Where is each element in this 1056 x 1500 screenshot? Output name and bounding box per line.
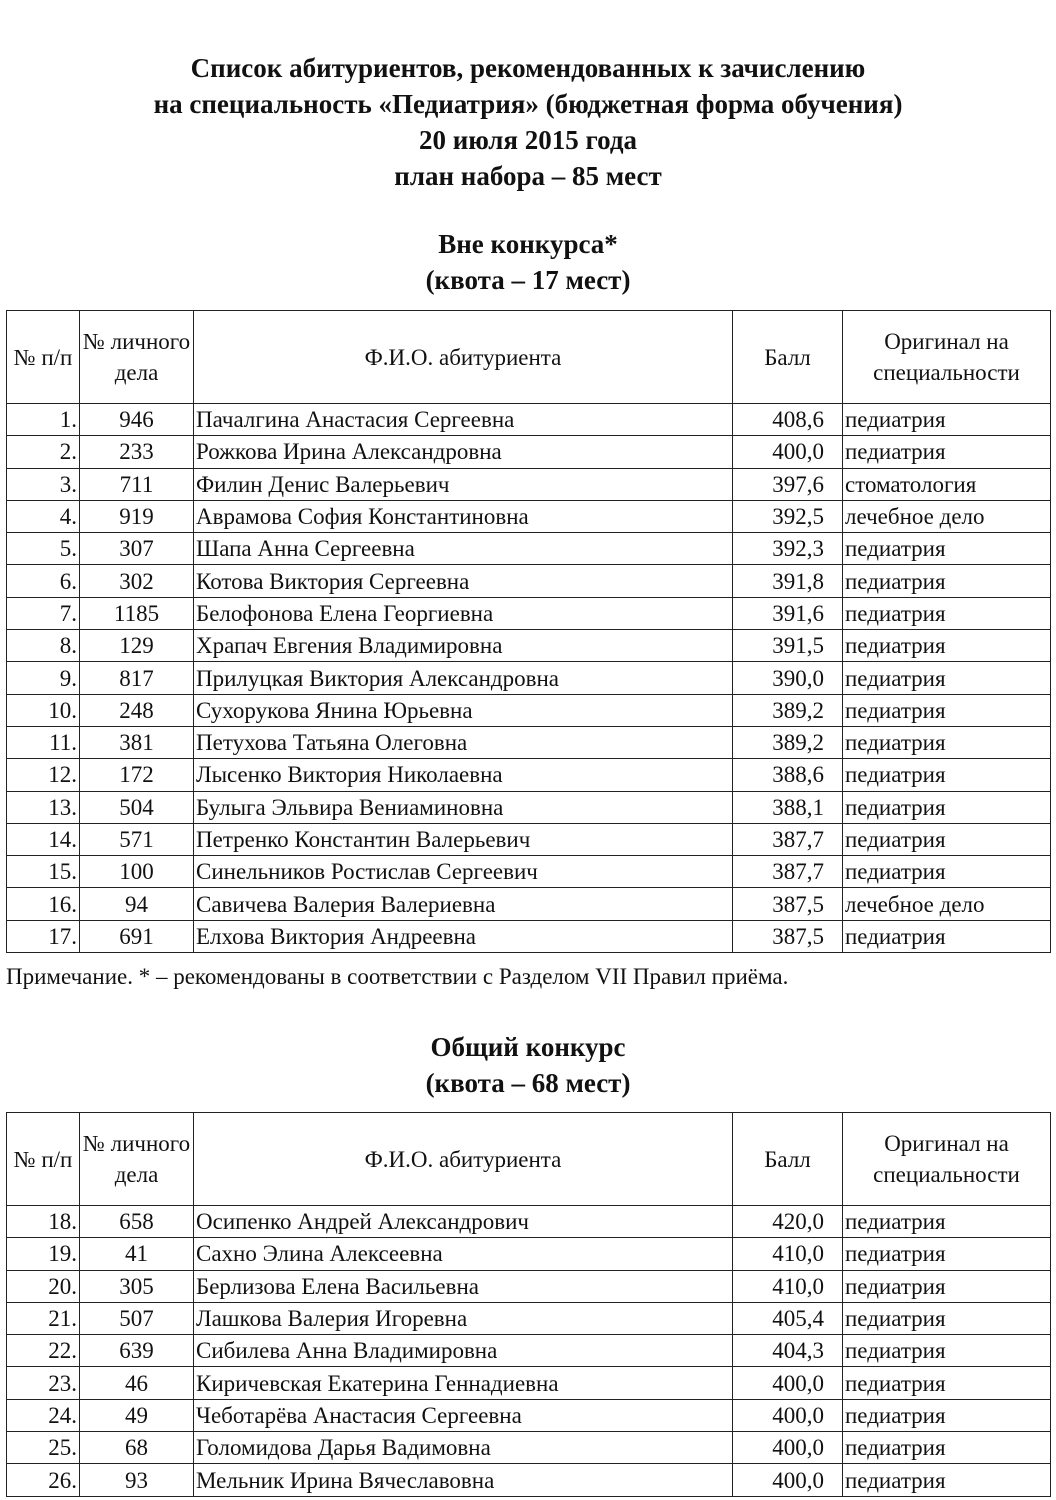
original-specialty: педиатрия [843, 1464, 1051, 1496]
row-number: 26. [7, 1464, 80, 1496]
section2-heading-block [0, 1029, 1056, 1101]
original-specialty: педиатрия [843, 791, 1051, 823]
original-specialty: педиатрия [843, 694, 1051, 726]
table-row [7, 500, 1051, 532]
case-number: 172 [80, 759, 194, 791]
case-number: 233 [80, 436, 194, 468]
score: 387,5 [733, 920, 843, 952]
row-number: 11. [7, 726, 80, 758]
applicant-name: Синельников Ростислав Сергеевич [194, 856, 733, 888]
case-number: 817 [80, 662, 194, 694]
table-row [7, 1367, 1051, 1399]
original-specialty: стоматология [843, 468, 1051, 500]
applicant-name: Савичева Валерия Валериевна [194, 888, 733, 920]
applicant-name: Берлизова Елена Васильевна [194, 1270, 733, 1302]
table-row [7, 1302, 1051, 1334]
original-specialty: педиатрия [843, 823, 1051, 855]
row-number: 23. [7, 1367, 80, 1399]
row-number: 4. [7, 500, 80, 532]
row-number: 22. [7, 1335, 80, 1367]
section2-quota: (квота – 68 мест) [425, 1068, 631, 1098]
applicant-name: Белофонова Елена Георгиевна [194, 597, 733, 629]
case-number: 93 [80, 1464, 194, 1496]
case-number: 658 [80, 1206, 194, 1238]
score: 400,0 [733, 1367, 843, 1399]
original-specialty: педиатрия [843, 726, 1051, 758]
score: 404,3 [733, 1335, 843, 1367]
applicant-name: Сухорукова Янина Юрьевна [194, 694, 733, 726]
section2-table [6, 1112, 1051, 1497]
original-specialty: лечебное дело [843, 500, 1051, 532]
applicant-name: Прилуцкая Виктория Александровна [194, 662, 733, 694]
applicant-name: Лысенко Виктория Николаевна [194, 759, 733, 791]
table-row [7, 1206, 1051, 1238]
header-case: № личного дела [80, 1113, 194, 1206]
section1-table [6, 310, 1051, 953]
applicant-name: Филин Денис Валерьевич [194, 468, 733, 500]
original-specialty: педиатрия [843, 565, 1051, 597]
score: 408,6 [733, 404, 843, 436]
score: 387,7 [733, 856, 843, 888]
score: 400,0 [733, 1399, 843, 1431]
row-number: 14. [7, 823, 80, 855]
header-fio: Ф.И.О. абитуриента [194, 1113, 733, 1206]
row-number: 17. [7, 920, 80, 952]
score: 391,6 [733, 597, 843, 629]
table-header-row [7, 311, 1051, 404]
applicant-name: Чеботарёва Анастасия Сергеевна [194, 1399, 733, 1431]
table-row [7, 1238, 1051, 1270]
score: 392,3 [733, 533, 843, 565]
applicant-name: Мельник Ирина Вячеславовна [194, 1464, 733, 1496]
case-number: 691 [80, 920, 194, 952]
row-number: 19. [7, 1238, 80, 1270]
score: 420,0 [733, 1206, 843, 1238]
case-number: 571 [80, 823, 194, 855]
section1-quota: (квота – 17 мест) [425, 265, 631, 295]
applicant-name: Шапа Анна Сергеевна [194, 533, 733, 565]
applicant-name: Сахно Элина Алексеевна [194, 1238, 733, 1270]
title-line-2: на специальность «Педиатрия» (бюджетная форма обучения) [153, 89, 903, 119]
section2-rows [7, 1206, 1051, 1497]
applicant-name: Петренко Константин Валерьевич [194, 823, 733, 855]
original-specialty: педиатрия [843, 436, 1051, 468]
row-number: 25. [7, 1432, 80, 1464]
table-row [7, 533, 1051, 565]
applicant-name: Лашкова Валерия Игоревна [194, 1302, 733, 1334]
table-row [7, 759, 1051, 791]
case-number: 94 [80, 888, 194, 920]
row-number: 20. [7, 1270, 80, 1302]
score: 389,2 [733, 726, 843, 758]
case-number: 305 [80, 1270, 194, 1302]
original-specialty: педиатрия [843, 1270, 1051, 1302]
original-specialty: педиатрия [843, 1432, 1051, 1464]
score: 388,1 [733, 791, 843, 823]
original-specialty: педиатрия [843, 662, 1051, 694]
case-number: 1185 [80, 597, 194, 629]
original-specialty: педиатрия [843, 1367, 1051, 1399]
row-number: 24. [7, 1399, 80, 1431]
case-number: 946 [80, 404, 194, 436]
table-row [7, 1464, 1051, 1496]
applicant-name: Голомидова Дарья Вадимовна [194, 1432, 733, 1464]
applicant-name: Сибилева Анна Владимировна [194, 1335, 733, 1367]
header-num: № п/п [7, 311, 80, 404]
section2-heading: Общий конкурс [430, 1032, 626, 1062]
table-row [7, 823, 1051, 855]
score: 389,2 [733, 694, 843, 726]
section1-heading: Вне конкурса* [438, 229, 618, 259]
score: 391,8 [733, 565, 843, 597]
section1-rows [7, 404, 1051, 953]
score: 390,0 [733, 662, 843, 694]
row-number: 16. [7, 888, 80, 920]
score: 400,0 [733, 436, 843, 468]
original-specialty: педиатрия [843, 630, 1051, 662]
header-case: № личного дела [80, 311, 194, 404]
row-number: 2. [7, 436, 80, 468]
applicant-name: Елхова Виктория Андреевна [194, 920, 733, 952]
original-specialty: педиатрия [843, 1335, 1051, 1367]
case-number: 49 [80, 1399, 194, 1431]
document-title [0, 50, 1056, 194]
table-row [7, 662, 1051, 694]
case-number: 639 [80, 1335, 194, 1367]
table-row [7, 694, 1051, 726]
score: 410,0 [733, 1238, 843, 1270]
case-number: 46 [80, 1367, 194, 1399]
original-specialty: педиатрия [843, 1302, 1051, 1334]
section1-heading-block [0, 226, 1056, 298]
table-row [7, 565, 1051, 597]
applicant-name: Петухова Татьяна Олеговна [194, 726, 733, 758]
table-row [7, 856, 1051, 888]
table-row [7, 404, 1051, 436]
row-number: 21. [7, 1302, 80, 1334]
table-header-row [7, 1113, 1051, 1206]
case-number: 68 [80, 1432, 194, 1464]
header-score: Балл [733, 1113, 843, 1206]
case-number: 302 [80, 565, 194, 597]
header-orig: Оригинал на специальности [843, 1113, 1051, 1206]
header-orig: Оригинал на специальности [843, 311, 1051, 404]
applicant-name: Аврамова София Константиновна [194, 500, 733, 532]
original-specialty: педиатрия [843, 856, 1051, 888]
original-specialty: педиатрия [843, 920, 1051, 952]
row-number: 10. [7, 694, 80, 726]
score: 405,4 [733, 1302, 843, 1334]
table-row [7, 791, 1051, 823]
applicant-name: Храпач Евгения Владимировна [194, 630, 733, 662]
table-row [7, 1399, 1051, 1431]
original-specialty: педиатрия [843, 404, 1051, 436]
score: 400,0 [733, 1464, 843, 1496]
score: 388,6 [733, 759, 843, 791]
score: 392,5 [733, 500, 843, 532]
table-row [7, 1270, 1051, 1302]
score: 387,5 [733, 888, 843, 920]
row-number: 6. [7, 565, 80, 597]
row-number: 12. [7, 759, 80, 791]
case-number: 41 [80, 1238, 194, 1270]
table-row [7, 920, 1051, 952]
score: 391,5 [733, 630, 843, 662]
title-line-4: план набора – 85 мест [394, 161, 662, 191]
original-specialty: педиатрия [843, 1399, 1051, 1431]
table-row [7, 468, 1051, 500]
note: Примечание. * – рекомендованы в соответствии с Разделом VII Правил приёма. [6, 964, 789, 989]
row-number: 3. [7, 468, 80, 500]
original-specialty: педиатрия [843, 759, 1051, 791]
applicant-name: Осипенко Андрей Александрович [194, 1206, 733, 1238]
row-number: 18. [7, 1206, 80, 1238]
row-number: 9. [7, 662, 80, 694]
original-specialty: педиатрия [843, 1206, 1051, 1238]
row-number: 15. [7, 856, 80, 888]
case-number: 248 [80, 694, 194, 726]
table-row [7, 1335, 1051, 1367]
original-specialty: педиатрия [843, 533, 1051, 565]
original-specialty: лечебное дело [843, 888, 1051, 920]
case-number: 711 [80, 468, 194, 500]
row-number: 13. [7, 791, 80, 823]
score: 400,0 [733, 1432, 843, 1464]
case-number: 381 [80, 726, 194, 758]
table-row [7, 726, 1051, 758]
score: 397,6 [733, 468, 843, 500]
row-number: 5. [7, 533, 80, 565]
original-specialty: педиатрия [843, 1238, 1051, 1270]
score: 387,7 [733, 823, 843, 855]
header-score: Балл [733, 311, 843, 404]
case-number: 100 [80, 856, 194, 888]
applicant-name: Пачалгина Анастасия Сергеевна [194, 404, 733, 436]
header-fio: Ф.И.О. абитуриента [194, 311, 733, 404]
applicant-name: Котова Виктория Сергеевна [194, 565, 733, 597]
table-row [7, 597, 1051, 629]
header-num: № п/п [7, 1113, 80, 1206]
row-number: 7. [7, 597, 80, 629]
applicant-name: Рожкова Ирина Александровна [194, 436, 733, 468]
applicant-name: Булыга Эльвира Вениаминовна [194, 791, 733, 823]
title-line-1: Список абитуриентов, рекомендованных к зачислению [190, 53, 866, 83]
table-row [7, 888, 1051, 920]
table-row [7, 436, 1051, 468]
table-row [7, 630, 1051, 662]
case-number: 129 [80, 630, 194, 662]
case-number: 504 [80, 791, 194, 823]
case-number: 919 [80, 500, 194, 532]
title-line-3: 20 июля 2015 года [419, 125, 637, 155]
case-number: 307 [80, 533, 194, 565]
score: 410,0 [733, 1270, 843, 1302]
original-specialty: педиатрия [843, 597, 1051, 629]
case-number: 507 [80, 1302, 194, 1334]
row-number: 8. [7, 630, 80, 662]
row-number: 1. [7, 404, 80, 436]
table-row [7, 1432, 1051, 1464]
applicant-name: Киричевская Екатерина Геннадиевна [194, 1367, 733, 1399]
